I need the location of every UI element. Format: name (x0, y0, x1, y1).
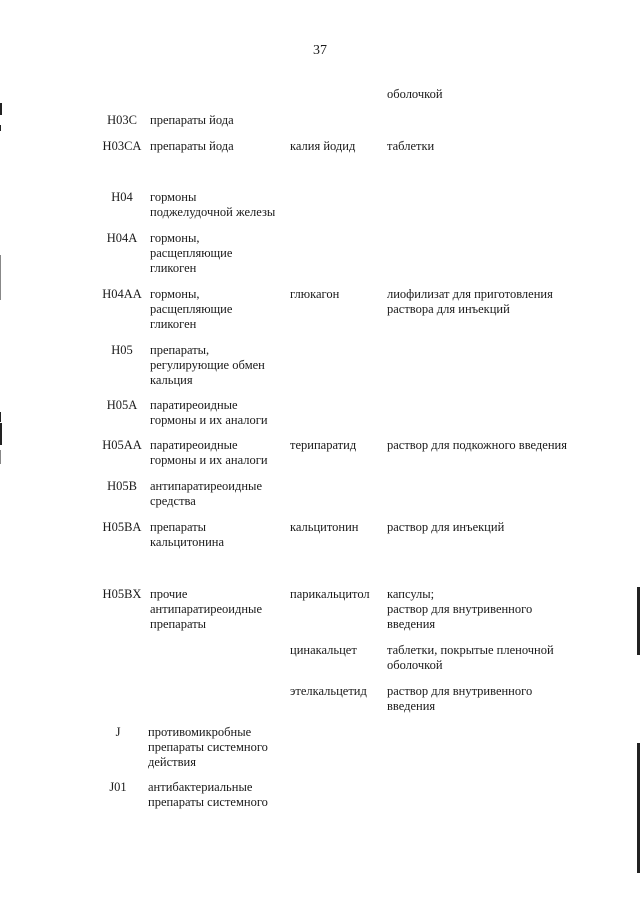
atc-code: H05BX (102, 587, 142, 601)
atc-code: J (115, 725, 121, 739)
group-name: прочие антипаратиреоидные препараты (150, 587, 262, 631)
dosage-form: таблетки (387, 139, 435, 153)
atc-code: H04 (111, 190, 133, 204)
atc-code: H03C (107, 113, 137, 127)
atc-code: H03CA (102, 139, 142, 153)
substance-name: калия йодид (290, 139, 356, 153)
dosage-form: капсулы; раствор для внутривенного введения (387, 587, 533, 631)
group-name: препараты кальцитонина (150, 520, 225, 549)
group-name: препараты йода (150, 139, 234, 153)
page-number: 37 (313, 43, 327, 58)
dosage-form: раствор для инъекций (387, 520, 505, 534)
group-name: гормоны, расщепляющие гликоген (150, 231, 233, 275)
substance-name: кальцитонин (290, 520, 359, 534)
atc-code: H05A (106, 398, 138, 412)
group-name: противомикробные препараты системного действия (148, 725, 268, 769)
group-name: препараты, регулирующие обмен кальция (150, 343, 265, 387)
group-name: антипаратиреоидные средства (150, 479, 262, 508)
atc-code: H05AA (102, 438, 142, 452)
atc-code: H05B (107, 479, 137, 493)
group-name: антибактериальные препараты системного (148, 780, 268, 809)
substance-name: этелкальцетид (290, 684, 367, 698)
dosage-form: раствор для внутривенного введения (387, 684, 533, 713)
atc-code: J01 (109, 780, 127, 794)
group-name: гормоны поджелудочной железы (150, 190, 276, 219)
atc-code: H04A (106, 231, 138, 245)
scan-mark (0, 125, 1, 131)
group-name: гормоны, расщепляющие гликоген (150, 287, 233, 331)
substance-name: терипаратид (290, 438, 357, 452)
group-name: паратиреоидные гормоны и их аналоги (150, 438, 268, 467)
substance-name: парикальцитол (290, 587, 370, 601)
dosage-form: раствор для подкожного введения (387, 438, 567, 452)
atc-code: H05BA (102, 520, 142, 534)
scan-mark (0, 412, 1, 422)
continuation-form: оболочкой (387, 87, 443, 101)
scan-mark (0, 103, 2, 115)
scan-mark (0, 255, 1, 300)
scan-mark (0, 450, 1, 464)
dosage-form: лиофилизат для приготовления раствора для инъекций (387, 287, 553, 316)
dosage-form: таблетки, покрытые пленочной оболочкой (387, 643, 554, 672)
substance-name: глюкагон (290, 287, 340, 301)
substance-name: цинакальцет (290, 643, 357, 657)
group-name: паратиреоидные гормоны и их аналоги (150, 398, 268, 427)
group-name: препараты йода (150, 113, 234, 127)
scan-mark (0, 423, 2, 445)
atc-code: H04AA (102, 287, 142, 301)
atc-code: H05 (111, 343, 133, 357)
